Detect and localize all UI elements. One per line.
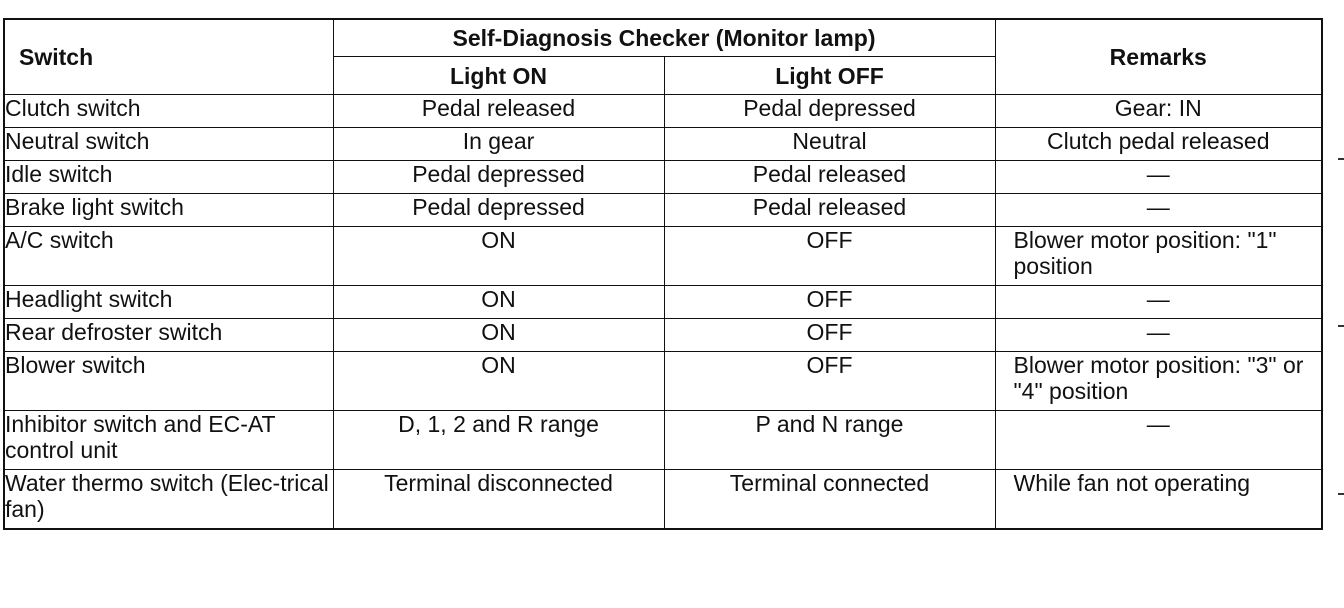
light-on-condition: ON [333,352,664,411]
light-off-condition: Pedal released [664,161,995,194]
switch-name: Headlight switch [4,286,333,319]
light-off-condition: OFF [664,286,995,319]
margin-tick [1338,493,1344,495]
switch-name: Clutch switch [4,95,333,128]
switch-name: Idle switch [4,161,333,194]
light-on-condition: Pedal depressed [333,161,664,194]
switch-name: Inhibitor switch and EC-AT control unit [4,411,333,470]
table-row [4,227,1322,286]
header-light-on: Light ON [333,57,664,95]
header-remarks: Remarks [995,19,1322,95]
table-row [4,470,1322,530]
light-off-condition: P and N range [664,411,995,470]
remarks-cell: Clutch pedal released [995,128,1322,161]
header-checker: Self-Diagnosis Checker (Monitor lamp) [333,19,995,57]
light-off-condition: Pedal depressed [664,95,995,128]
light-on-condition: ON [333,227,664,286]
remarks-cell: Gear: IN [995,95,1322,128]
switch-name: Brake light switch [4,194,333,227]
remarks-cell: — [995,319,1322,352]
remarks-cell: — [995,286,1322,319]
table-row [4,352,1322,411]
light-on-condition: In gear [333,128,664,161]
margin-tick [1338,158,1344,160]
switch-name: Neutral switch [4,128,333,161]
table-row [4,95,1322,128]
remarks-cell: Blower motor position: "1" position [995,227,1322,286]
table-row [4,319,1322,352]
remarks-cell: — [995,411,1322,470]
table-row [4,194,1322,227]
light-on-condition: Pedal released [333,95,664,128]
light-on-condition: Terminal disconnected [333,470,664,530]
table-row [4,128,1322,161]
header-light-off: Light OFF [664,57,995,95]
switch-name: A/C switch [4,227,333,286]
switch-name: Blower switch [4,352,333,411]
header-switch: Switch [4,19,333,95]
remarks-cell: — [995,194,1322,227]
light-off-condition: Terminal connected [664,470,995,530]
light-on-condition: Pedal depressed [333,194,664,227]
light-on-condition: ON [333,319,664,352]
light-off-condition: OFF [664,227,995,286]
switch-name: Water thermo switch (Elec-trical fan) [4,470,333,530]
light-on-condition: D, 1, 2 and R range [333,411,664,470]
switch-name: Rear defroster switch [4,319,333,352]
remarks-cell: Blower motor position: "3" or "4" position [995,352,1322,411]
table-row [4,411,1322,470]
light-off-condition: Neutral [664,128,995,161]
remarks-cell: — [995,161,1322,194]
light-off-condition: OFF [664,319,995,352]
remarks-cell: While fan not operating [995,470,1322,530]
light-on-condition: ON [333,286,664,319]
margin-tick [1338,325,1344,327]
table-row [4,161,1322,194]
light-off-condition: Pedal released [664,194,995,227]
light-off-condition: OFF [664,352,995,411]
switch-diagnosis-table [3,18,1323,530]
table-row [4,286,1322,319]
